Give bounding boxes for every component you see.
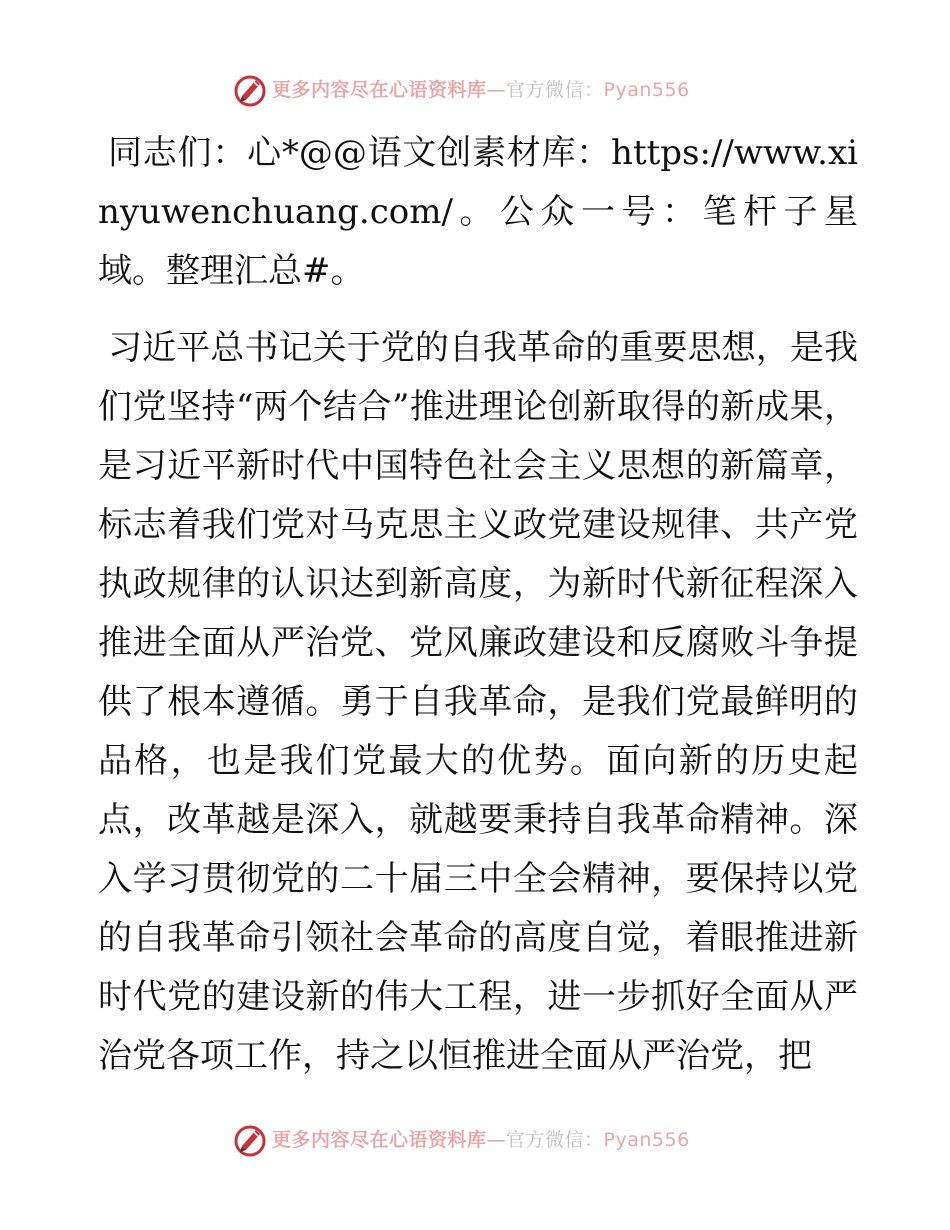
banner-main-text: 更多内容尽在心语资料库 (272, 1129, 487, 1151)
header-banner (0, 70, 950, 110)
banner-text (272, 1128, 690, 1152)
pen-logo-icon (232, 72, 268, 108)
banner-text (272, 78, 690, 102)
banner-main-text: 更多内容尽在心语资料库 (272, 79, 487, 101)
banner-dash: — (486, 79, 507, 101)
paragraph-greeting: 同志们：心*@@语文创素材库：https://www.xinyuwenchuang.com/。公众一号：笔杆子星域。整理汇总#。 (98, 133, 858, 291)
banner-handle: Pyan556 (603, 1129, 690, 1151)
document-body (98, 124, 858, 1086)
banner-handle: Pyan556 (603, 79, 690, 101)
footer-banner (0, 1120, 950, 1160)
paragraph-main: 习近平总书记关于党的自我革命的重要思想，是我们党坚持“两个结合”推进理论创新取得的新成果，是习近平新时代中国特色社会主义思想的新篇章，标志着我们党对马克思主义政党建设规律、共产党执政规律的认识达到新高度，为新时代新征程深入推进全面从严治党、党风廉政建设和反腐败斗争提供了根本遵循。勇于自我革命，是我们党最鲜明的品格，也是我们党最大的优势。面向新的历史起点，改革越是深入，就越要秉持自我革命精神。深入学习贯彻党的二十届三中全会精神，要保持以党的自我革命引领社会革命的高度自觉，着眼推进新时代党的建设新的伟大工程，进一步抓好全面从严治党各项工作，持之以恒推进全面从严治党，把 (98, 328, 858, 1076)
banner-side-text: 官方微信： (506, 79, 604, 101)
pen-logo-icon (232, 1122, 268, 1158)
banner-dash: — (486, 1129, 507, 1151)
banner-side-text: 官方微信： (506, 1129, 604, 1151)
